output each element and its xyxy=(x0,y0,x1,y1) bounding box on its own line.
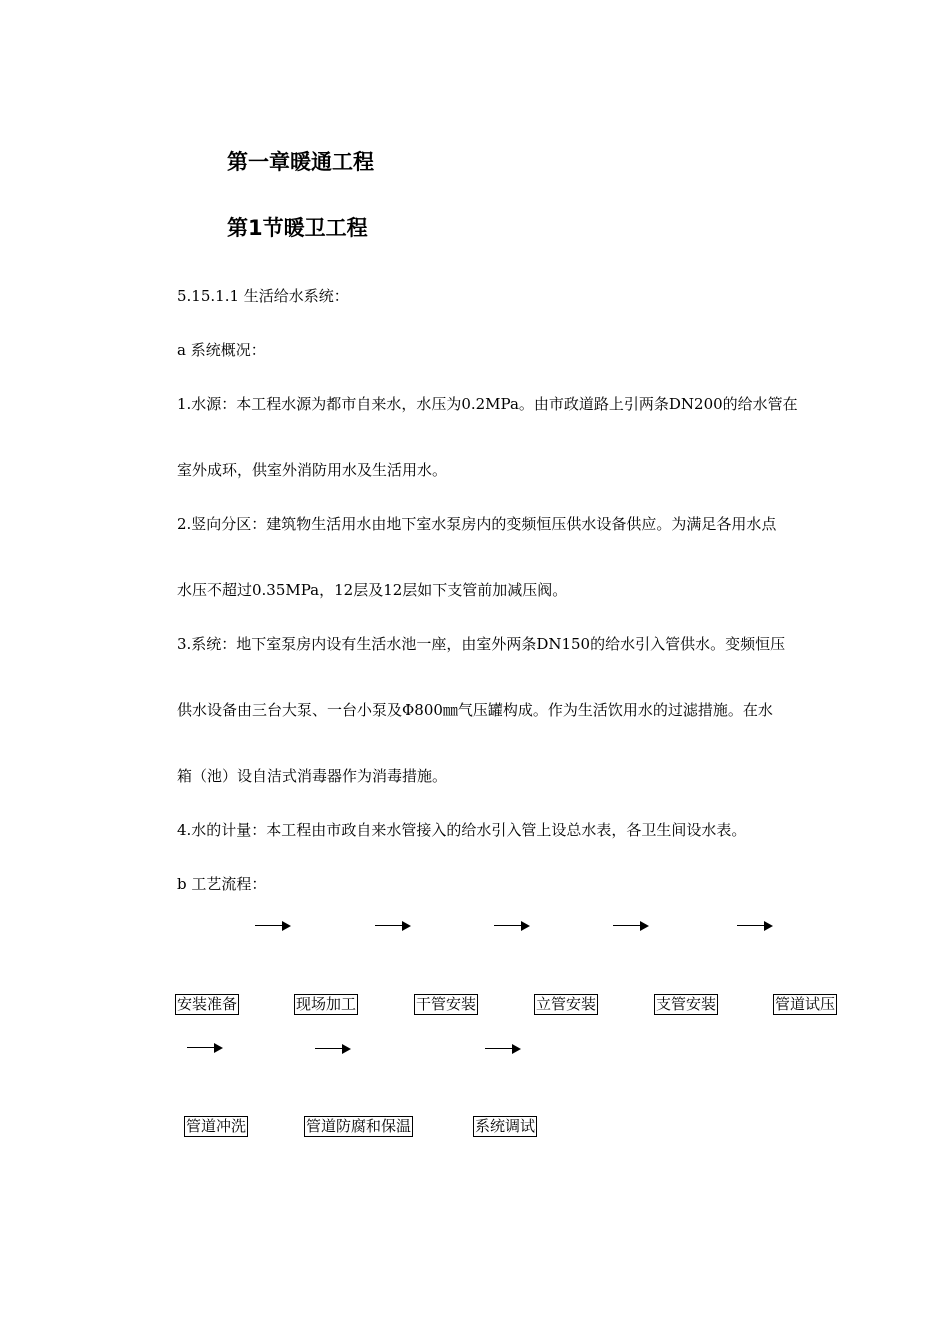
flow-step-box: 管道试压 xyxy=(775,995,836,1013)
item-b-heading: b 工艺流程： xyxy=(177,875,267,893)
flow-step-box: 安装准备 xyxy=(177,995,238,1013)
flow-step-box: 支管安装 xyxy=(656,995,717,1013)
flow-arrow-icon xyxy=(485,1044,521,1054)
paragraph-line: 室外成环，供室外消防用水及生活用水。 xyxy=(177,461,448,479)
paragraph-line: 3.系统：地下室泵房内设有生活水池一座，由室外两条DN150的给水引入管供水。变频恒压 xyxy=(177,635,786,653)
flow-step-box: 系统调试 xyxy=(475,1117,536,1135)
flow-arrow-icon xyxy=(494,921,530,931)
flow-step-box: 管道冲洗 xyxy=(186,1117,247,1135)
paragraph-line: 箱（池）设自洁式消毒器作为消毒措施。 xyxy=(177,767,448,785)
flow-step-box: 干管安装 xyxy=(416,995,477,1013)
subsection-heading: 5.15.1.1 生活给水系统： xyxy=(177,287,349,305)
flow-arrow-icon xyxy=(255,921,291,931)
flow-arrow-icon xyxy=(737,921,773,931)
flow-arrow-icon xyxy=(375,921,411,931)
paragraph-line: 1.水源：本工程水源为都市自来水，水压为0.2MPa。由市政道路上引两条DN200的给水管在 xyxy=(177,395,798,413)
flow-step-box: 立管安装 xyxy=(536,995,597,1013)
paragraph-line: 供水设备由三台大泵、一台小泵及Φ800㎜气压罐构成。作为生活饮用水的过滤措施。在水 xyxy=(177,701,773,719)
flow-step-box: 管道防腐和保温 xyxy=(306,1117,412,1135)
item-a-heading: a 系统概况： xyxy=(177,341,266,359)
paragraph-line: 4.水的计量：本工程由市政自来水管接入的给水引入管上设总水表，各卫生间设水表。 xyxy=(177,821,747,839)
flow-arrow-icon xyxy=(187,1043,223,1053)
section-title: 第1节暖卫工程 xyxy=(227,216,368,240)
paragraph-line: 水压不超过0.35MPa，12层及12层如下支管前加减压阀。 xyxy=(177,581,568,599)
flow-step-box: 现场加工 xyxy=(296,995,357,1013)
paragraph-line: 2.竖向分区：建筑物生活用水由地下室水泵房内的变频恒压供水设备供应。为满足各用水点 xyxy=(177,515,777,533)
flow-arrow-icon xyxy=(613,921,649,931)
flow-arrow-icon xyxy=(315,1044,351,1054)
chapter-title: 第一章暖通工程 xyxy=(227,150,374,174)
